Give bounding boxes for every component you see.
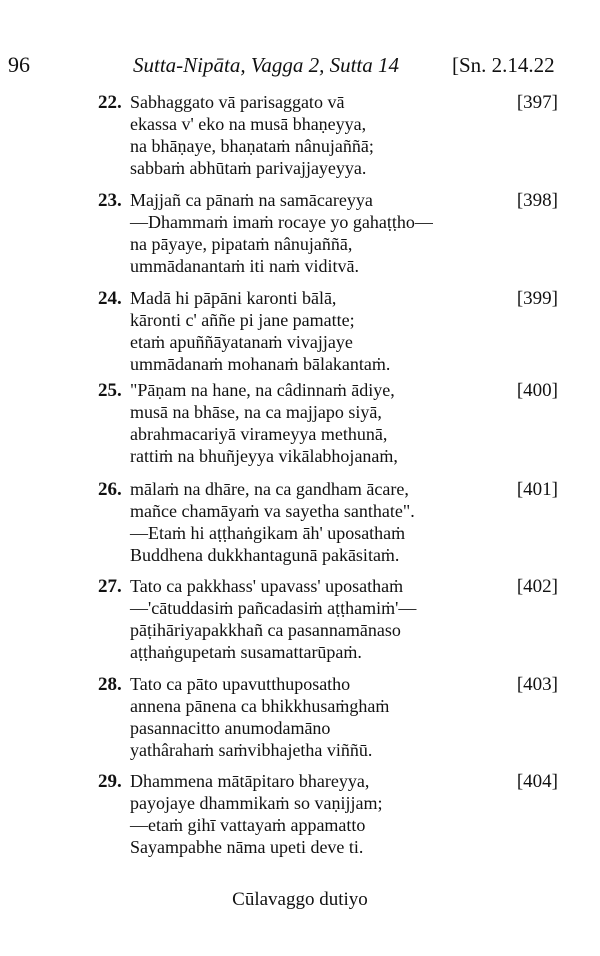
verse-line: "Pāṇam na hane, na câdinnaṁ ādiye, — [130, 380, 395, 400]
verse-line: kāronti c' aññe pi jane pamatte; — [130, 310, 355, 330]
verse-line: etaṁ apuññāyatanaṁ vivajjaye — [130, 332, 353, 352]
verse-number: 29. — [98, 771, 122, 792]
verse-line: Tato ca pāto upavutthuposatho — [130, 674, 351, 694]
verse-line: mālaṁ na dhāre, na ca gandham ācare, — [130, 479, 409, 499]
verse-line: ummādanaṁ mohanaṁ bālakantaṁ. — [130, 354, 391, 374]
verse-block — [0, 575, 600, 675]
verse-lines — [130, 575, 480, 663]
verse-line: Madā hi pāpāni karonti bālā, — [130, 288, 337, 308]
verse-line: —'cātuddasiṁ pañcadasiṁ aṭṭhamiṁ'— — [130, 598, 417, 618]
verse-line: pasannacitto anumodamāno — [130, 718, 331, 738]
verse-block — [0, 673, 600, 773]
verse-reference: [404] — [516, 771, 558, 792]
verse-lines — [130, 379, 480, 467]
verse-line: Tato ca pakkhass' upavass' uposathaṁ — [130, 576, 404, 596]
verse-line: aṭṭhaṅgupetaṁ susamattarūpaṁ. — [130, 642, 362, 662]
verse-line: Majjañ ca pānaṁ na samācareyya — [130, 190, 373, 210]
verse-number: 25. — [98, 380, 122, 401]
verse-line: ekassa v' eko na musā bhaṇeyya, — [130, 114, 367, 134]
verse-line: annena pānena ca bhikkhusaṁghaṁ — [130, 696, 390, 716]
verse-line: Dhammena mātāpitaro bhareyya, — [130, 771, 370, 791]
verse-line: —Dhammaṁ imaṁ rocaye yo gahaṭṭho— — [130, 212, 433, 232]
verse-lines — [130, 673, 480, 761]
verse-line: abrahmacariyā virameyya methunā, — [130, 424, 388, 444]
verse-block — [0, 478, 600, 578]
verse-line: pāṭihāriyapakkhañ ca pasannamānaso — [130, 620, 401, 640]
verse-line: Buddhena dukkhantagunā pakāsitaṁ. — [130, 545, 400, 565]
verse-reference: [403] — [516, 674, 558, 695]
verse-number: 22. — [98, 92, 122, 113]
verse-line: sabbaṁ abhūtaṁ parivajjayeyya. — [130, 158, 367, 178]
verse-lines — [130, 478, 480, 566]
verse-line: yathârahaṁ saṁvibhajetha viññū. — [130, 740, 373, 760]
verse-reference: [401] — [516, 479, 558, 500]
verse-block — [0, 770, 600, 870]
verse-reference: [402] — [516, 576, 558, 597]
verse-reference: [398] — [516, 190, 558, 211]
verse-line: Sayampabhe nāma upeti deve ti. — [130, 837, 364, 857]
verse-line: musā na bhāse, na ca majjapo siyā, — [130, 402, 382, 422]
verse-reference: [397] — [516, 92, 558, 113]
verse-lines — [130, 91, 480, 179]
verse-line: ummādanantaṁ iti naṁ viditvā. — [130, 256, 359, 276]
verse-reference: [399] — [516, 288, 558, 309]
verse-number: 27. — [98, 576, 122, 597]
verse-number: 24. — [98, 288, 122, 309]
verse-lines — [130, 770, 480, 858]
verse-block — [0, 91, 600, 191]
verse-line: rattiṁ na bhuñjeyya vikālabhojanaṁ, — [130, 446, 398, 466]
verse-number: 28. — [98, 674, 122, 695]
verse-line: mañce chamāyaṁ va sayetha santhate". — [130, 501, 415, 521]
verse-line: na pāyaye, pipataṁ nânujaññā, — [130, 234, 353, 254]
verse-line: na bhāṇaye, bhaṇataṁ nânujaññā; — [130, 136, 374, 156]
verse-line: —etaṁ gihī vattayaṁ appamatto — [130, 815, 366, 835]
verse-line: Sabhaggato vā parisaggato vā — [130, 92, 345, 112]
verse-line: payojaye dhammikaṁ so vaṇijjam; — [130, 793, 383, 813]
verse-number: 26. — [98, 479, 122, 500]
verse-line: —Etaṁ hi aṭṭhaṅgikam āh' uposathaṁ — [130, 523, 406, 543]
verse-block — [0, 287, 600, 387]
verse-reference: [400] — [516, 380, 558, 401]
verse-lines — [130, 189, 480, 277]
section-reference: [Sn. 2.14.22 — [452, 53, 555, 77]
page-number: 96 — [8, 52, 30, 77]
verse-lines — [130, 287, 480, 375]
running-title: Sutta-Nipāta, Vagga 2, Sutta 14 — [133, 53, 400, 77]
verse-number: 23. — [98, 190, 122, 211]
verse-block — [0, 189, 600, 289]
verse-block — [0, 379, 600, 479]
footer-title: Cūlavaggo dutiyo — [232, 889, 368, 910]
